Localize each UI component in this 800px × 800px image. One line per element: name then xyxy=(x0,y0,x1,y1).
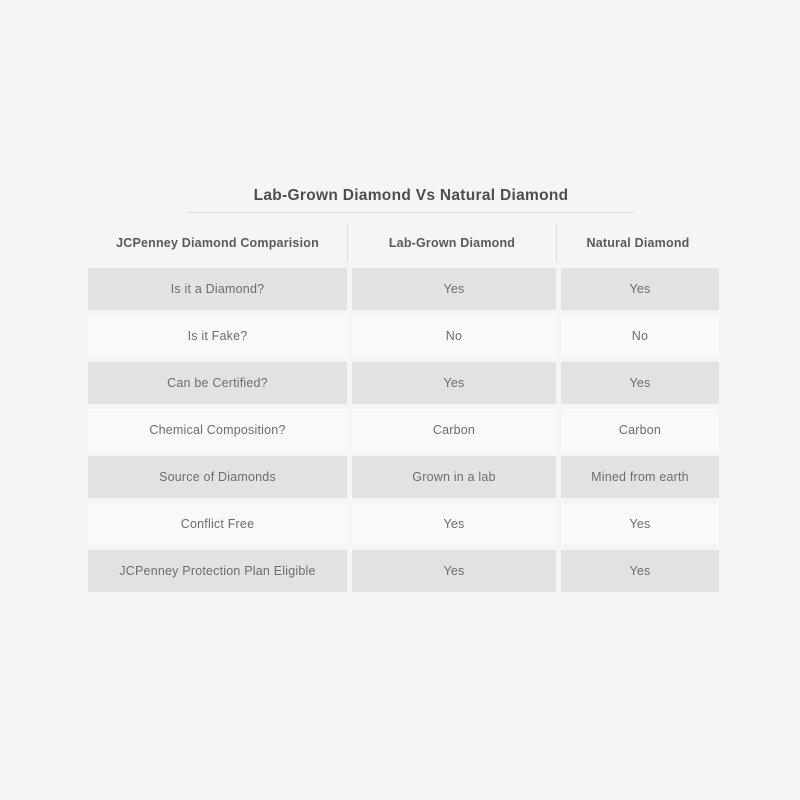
feature-cell: Can be Certified? xyxy=(88,362,347,404)
feature-cell: Chemical Composition? xyxy=(88,409,347,451)
comparison-table xyxy=(88,224,719,595)
lab-grown-cell: Carbon xyxy=(347,409,556,451)
lab-grown-cell: No xyxy=(347,315,556,357)
natural-cell: Yes xyxy=(556,362,719,404)
feature-cell: Source of Diamonds xyxy=(88,456,347,498)
table-row xyxy=(88,548,719,595)
feature-cell: Is it Fake? xyxy=(88,315,347,357)
table-header-row xyxy=(88,224,719,262)
column-header-natural: Natural Diamond xyxy=(556,224,719,262)
lab-grown-cell: Yes xyxy=(347,268,556,310)
title-divider xyxy=(188,212,634,213)
table-row xyxy=(88,501,719,548)
title-block xyxy=(11,187,800,213)
column-header-comparison: JCPenney Diamond Comparision xyxy=(116,236,319,250)
table-row xyxy=(88,360,719,407)
table-row xyxy=(88,266,719,313)
lab-grown-cell: Yes xyxy=(347,550,556,592)
feature-cell: JCPenney Protection Plan Eligible xyxy=(88,550,347,592)
lab-grown-cell: Yes xyxy=(347,503,556,545)
table-row xyxy=(88,454,719,501)
natural-cell: Yes xyxy=(556,503,719,545)
column-header-lab-grown: Lab-Grown Diamond xyxy=(347,224,556,262)
natural-cell: Yes xyxy=(556,268,719,310)
lab-grown-cell: Yes xyxy=(347,362,556,404)
lab-grown-cell: Grown in a lab xyxy=(347,456,556,498)
natural-cell: Yes xyxy=(556,550,719,592)
table-row xyxy=(88,407,719,454)
table-body xyxy=(88,266,719,595)
feature-cell: Is it a Diamond? xyxy=(88,268,347,310)
natural-cell: Mined from earth xyxy=(556,456,719,498)
natural-cell: No xyxy=(556,315,719,357)
table-row xyxy=(88,313,719,360)
natural-cell: Carbon xyxy=(556,409,719,451)
feature-cell: Conflict Free xyxy=(88,503,347,545)
page-title: Lab-Grown Diamond Vs Natural Diamond xyxy=(253,187,569,204)
